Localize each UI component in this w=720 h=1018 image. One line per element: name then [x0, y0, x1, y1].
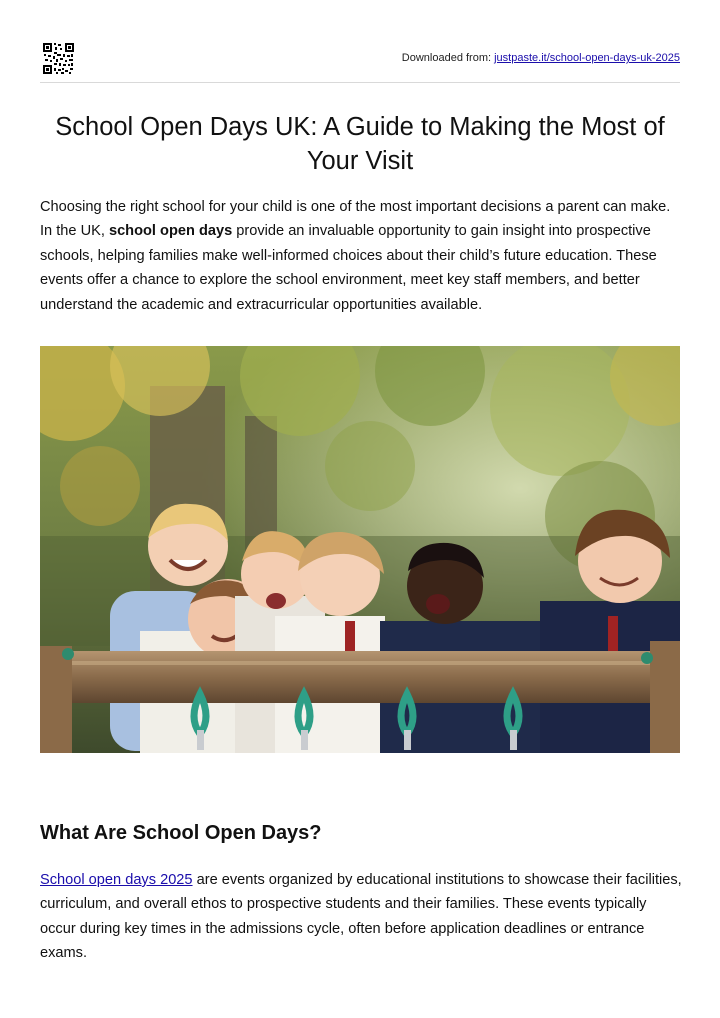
source-link[interactable]: justpaste.it/school-open-days-uk-2025	[494, 52, 680, 64]
section-text: are events organized by educational institutions to showcase their facilities, curriculum, and overall ethos to prospective students and their families. These events typically occur during key times in the admissions cycle, often before application deadlines or entrance exams.	[40, 872, 682, 962]
section-heading: What Are School Open Days?	[40, 822, 322, 844]
download-header	[40, 40, 680, 83]
intro-bold: school open days	[108, 223, 233, 240]
downloaded-prefix: Downloaded from:	[401, 52, 495, 64]
page-title-line1: School Open Days UK: A Guide to Making the Most of	[55, 113, 665, 141]
qr-code-icon	[42, 42, 75, 75]
downloaded-from-label	[402, 52, 680, 64]
school-children-photo	[40, 346, 680, 753]
intro-text-1: Choosing the right school for your child is one of the most important decisions a parent can make. In the UK,	[40, 199, 671, 240]
intro-paragraph	[40, 195, 685, 317]
intro-text-2: provide an invaluable opportunity to gain insight into prospective schools, helping families make well-informed choices about their child’s future education. These events offer a chance to explore the school environment, meet key staff members, and better understand the academic and extracurricular opportunities available.	[40, 223, 657, 313]
photo-illustration	[40, 346, 680, 753]
page-title-line2: Your Visit	[306, 147, 414, 175]
open-days-link[interactable]: School open days 2025	[40, 872, 193, 888]
section-paragraph	[40, 868, 685, 966]
page-title	[40, 110, 680, 178]
